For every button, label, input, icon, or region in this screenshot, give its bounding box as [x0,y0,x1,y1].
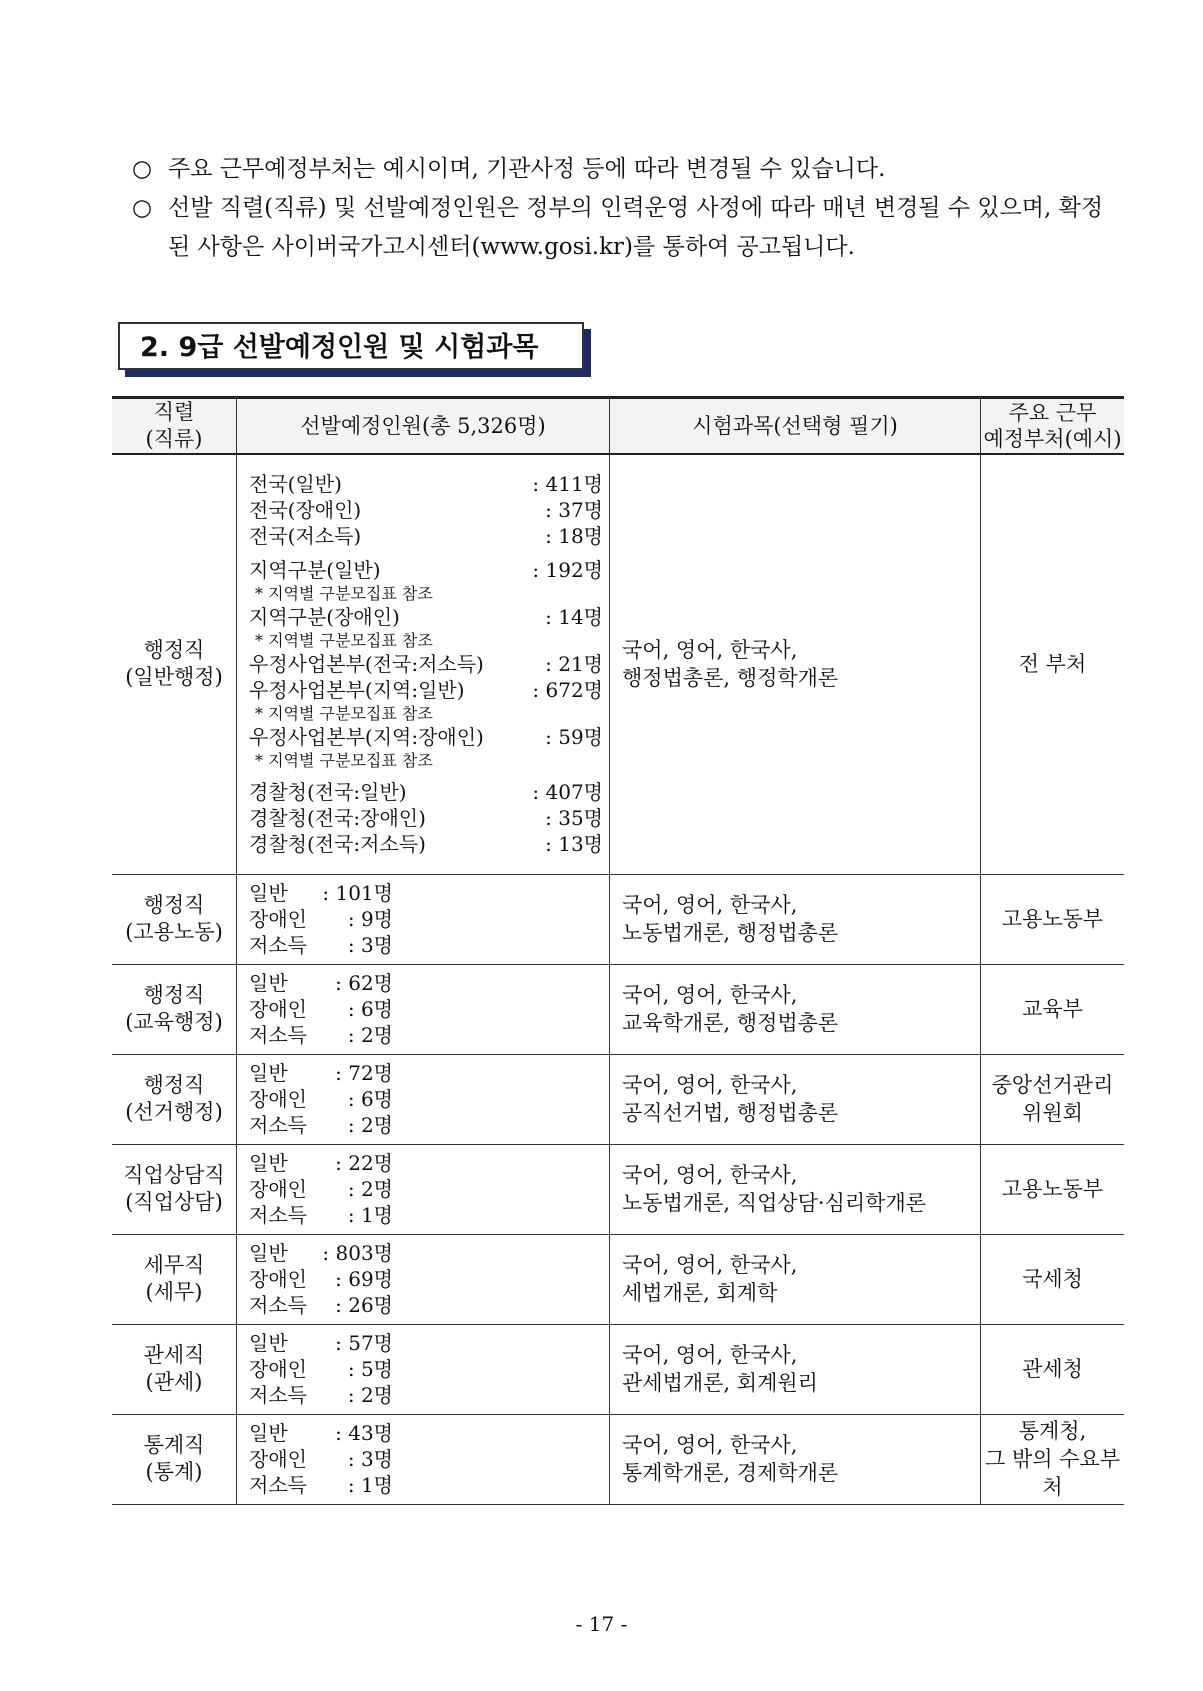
quota-count: : 411명 [532,472,603,497]
quota-count: : 57명 [335,1331,393,1355]
quota-line [249,1086,399,1112]
quota-category: 장애인 [249,1447,307,1471]
quota-category: 장애인 [249,907,307,931]
quota-count: : 3명 [347,1447,393,1471]
subjects-cell [610,1234,981,1324]
job-cell [112,1234,237,1324]
bullet-circle-icon: ○ [132,156,153,182]
quota-count: : 6명 [347,997,393,1021]
quota-category: 경찰청(전국:장애인) [249,806,426,831]
dept-cell [981,1234,1125,1324]
job-cell [112,1144,237,1234]
quota-line [249,604,609,630]
quota-cell [237,1054,610,1144]
dept-cell [981,1054,1125,1144]
quota-category: 우정사업본부(전국:저소득) [249,652,484,677]
quota-count: : 13명 [545,832,603,857]
quota-count: : 2명 [347,1023,393,1047]
quota-line [249,1292,399,1318]
quota-category: 일반 [249,1151,288,1175]
table-row [112,1054,1124,1144]
subjects-text: 국어, 영어, 한국사, 통계학개론, 경제학개론 [622,1433,839,1485]
quota-cell [237,1324,610,1414]
quota-category: 일반 [249,881,288,905]
subjects-cell [610,1144,981,1234]
quota-category: 일반 [249,1241,288,1265]
note-item [132,150,1122,189]
quota-category: 장애인 [249,1267,307,1291]
quota-category: 지역구분(장애인) [249,605,400,630]
notes [132,150,1122,267]
quota-category: 일반 [249,1331,288,1355]
job-cell [112,1324,237,1414]
quota-count: : 9명 [347,907,393,931]
page-number: - 17 - [575,1612,628,1636]
quota-count: : 192명 [532,558,603,583]
quota-category: 경찰청(전국:일반) [249,780,407,805]
job-cell [112,964,237,1054]
quota-count: : 2명 [347,1113,393,1137]
quota-line [249,831,609,857]
table-row [112,1324,1124,1414]
job-cell [112,874,237,964]
quota-count: : 62명 [335,971,393,995]
quota-category: 저소득 [249,1023,307,1047]
quota-count: : 37명 [545,498,603,523]
quota-note: * 지역별 구분모집표 참조 [255,584,433,604]
quota-line [249,1356,399,1382]
bullet-circle-icon: ○ [132,195,153,221]
subjects-text: 국어, 영어, 한국사, 행정법총론, 행정학개론 [622,638,839,691]
quota-line [249,1022,399,1048]
quota-line [249,1446,399,1472]
quota-group [249,779,609,857]
quota-count: : 2명 [347,1177,393,1201]
job-name: 관세직 (관세) [143,1343,205,1394]
quota-count: : 18명 [545,524,603,549]
subjects-cell [610,454,981,874]
quota-category: 저소득 [249,1113,307,1137]
quota-line [249,1382,399,1408]
quota-count: : 1명 [347,1473,393,1497]
quota-line [249,1112,399,1138]
quota-note: * 지역별 구분모집표 참조 [255,631,433,651]
header-quota: 선발예정인원(총 5,326명) [237,398,610,455]
table-row [112,1414,1124,1504]
quota-category: 장애인 [249,1357,307,1381]
dept-cell [981,454,1125,874]
table-header-row [112,398,1124,455]
quota-category: 전국(장애인) [249,498,362,523]
quota-cell [237,1144,610,1234]
quota-category: 장애인 [249,1087,307,1111]
dept-cell [981,1144,1125,1234]
job-cell [112,454,237,874]
dept-text: 교육부 [1022,997,1083,1021]
quota-note: * 지역별 구분모집표 참조 [255,751,433,771]
quota-category: 일반 [249,1061,288,1085]
quota-count: : 1명 [347,1203,393,1227]
dept-text: 통계청, 그 밖의 수요부처 [984,1419,1121,1499]
quota-category: 지역구분(일반) [249,558,381,583]
quota-count: : 21명 [545,652,603,677]
quota-line [249,471,609,497]
quota-line [249,1060,399,1086]
header-job-text: 직렬 (직류) [145,400,203,451]
quota-cell [237,964,610,1054]
subjects-text: 국어, 영어, 한국사, 세법개론, 회계학 [622,1253,798,1305]
quota-line [249,932,399,958]
subjects-cell [610,1054,981,1144]
job-name: 직업상담직 (직업상담) [123,1163,225,1214]
quota-count: : 672명 [532,678,603,703]
quota-count: : 101명 [322,881,393,905]
quota-group [249,557,609,771]
subjects-text: 국어, 영어, 한국사, 공직선거법, 행정법총론 [622,1073,839,1125]
quota-line [249,1202,399,1228]
note-text: 주요 근무예정부처는 예시이며, 기관사정 등에 따라 변경될 수 있습니다. [168,156,886,182]
header-dept-text: 주요 근무 예정부처(예시) [983,401,1122,451]
quota-line [249,1150,399,1176]
subjects-text: 국어, 영어, 한국사, 노동법개론, 직업상담·심리학개론 [622,1163,927,1215]
quota-note: * 지역별 구분모집표 참조 [255,704,433,724]
quota-line [249,523,609,549]
dept-text: 고용노동부 [1001,1177,1104,1201]
quota-group [249,471,609,549]
job-name: 행정직 (교육행정) [125,983,223,1034]
header-subjects: 시험과목(선택형 필기) [610,398,981,455]
quota-count: : 14명 [545,605,603,630]
subjects-cell [610,874,981,964]
recruitment-table [112,396,1124,1505]
dept-text: 고용노동부 [1001,907,1104,931]
quota-category: 전국(일반) [249,472,342,497]
quota-category: 저소득 [249,933,307,957]
dept-cell [981,874,1125,964]
header-job [112,398,237,455]
quota-line [249,1420,399,1446]
subjects-cell [610,1324,981,1414]
quota-category: 일반 [249,971,288,995]
quota-category: 저소득 [249,1293,307,1317]
quota-cell [237,454,610,874]
job-cell [112,1414,237,1504]
job-name: 행정직 (일반행정) [125,638,223,690]
quota-count: : 3명 [347,933,393,957]
job-name: 통계직 (통계) [143,1433,205,1484]
job-name: 행정직 (고용노동) [125,893,223,944]
quota-line [249,1330,399,1356]
quota-category: 저소득 [249,1473,307,1497]
quota-line [249,906,399,932]
quota-line [249,1240,399,1266]
quota-line [249,724,609,750]
quota-count: : 5명 [347,1357,393,1381]
quota-line [249,1176,399,1202]
quota-count: : 6명 [347,1087,393,1111]
dept-cell [981,964,1125,1054]
quota-count: : 2명 [347,1383,393,1407]
dept-text: 관세청 [1022,1357,1083,1381]
quota-cell [237,1414,610,1504]
quota-category: 장애인 [249,997,307,1021]
note-text: 선발 직렬(직류) 및 선발예정인원은 정부의 인력운영 사정에 따라 매년 변경될 수 있으며, 확정된 사항은 사이버국가고시센터(www.gosi.kr)를 통하여 공고됩니다. [168,195,1104,260]
subjects-text: 국어, 영어, 한국사, 관세법개론, 회계원리 [622,1343,818,1395]
quota-category: 우정사업본부(지역:장애인) [249,725,484,750]
subjects-text: 국어, 영어, 한국사, 노동법개론, 행정법총론 [622,893,839,945]
quota-count: : 35명 [545,806,603,831]
quota-line [249,557,609,583]
quota-category: 저소득 [249,1383,307,1407]
section-title: 2. 9급 선발예정인원 및 시험과목 [118,322,584,370]
quota-line [249,996,399,1022]
subjects-cell [610,964,981,1054]
quota-category: 경찰청(전국:저소득) [249,832,426,857]
dept-cell [981,1324,1125,1414]
quota-category: 저소득 [249,1203,307,1227]
quota-line [249,880,399,906]
quota-line [249,497,609,523]
quota-cell [237,874,610,964]
quota-line [249,1266,399,1292]
header-dept [981,398,1125,455]
note-item [132,189,1122,267]
table-row [112,964,1124,1054]
quota-count: : 26명 [335,1293,393,1317]
quota-line [249,805,609,831]
dept-text: 국세청 [1022,1267,1083,1291]
quota-line [249,970,399,996]
quota-count: : 59명 [545,725,603,750]
job-cell [112,1054,237,1144]
quota-line [249,651,609,677]
table-row [112,1234,1124,1324]
subjects-cell [610,1414,981,1504]
quota-cell [237,1234,610,1324]
dept-text: 전 부처 [1018,652,1087,677]
quota-category: 장애인 [249,1177,307,1201]
quota-count: : 72명 [335,1061,393,1085]
dept-cell [981,1414,1125,1504]
quota-line [249,779,609,805]
job-name: 행정직 (선거행정) [125,1073,223,1124]
quota-count: : 43명 [335,1421,393,1445]
table-row [112,1144,1124,1234]
quota-count: : 803명 [322,1241,393,1265]
subjects-text: 국어, 영어, 한국사, 교육학개론, 행정법총론 [622,983,839,1035]
quota-count: : 69명 [335,1267,393,1291]
quota-category: 전국(저소득) [249,524,362,549]
quota-line [249,1472,399,1498]
quota-count: : 22명 [335,1151,393,1175]
quota-count: : 407명 [532,780,603,805]
table-row [112,874,1124,964]
quota-category: 일반 [249,1421,288,1445]
job-name: 세무직 (세무) [143,1253,205,1304]
quota-category: 우정사업본부(지역:일반) [249,678,465,703]
quota-line [249,677,609,703]
table-row [112,454,1124,874]
dept-text: 중앙선거관리 위원회 [991,1073,1114,1125]
